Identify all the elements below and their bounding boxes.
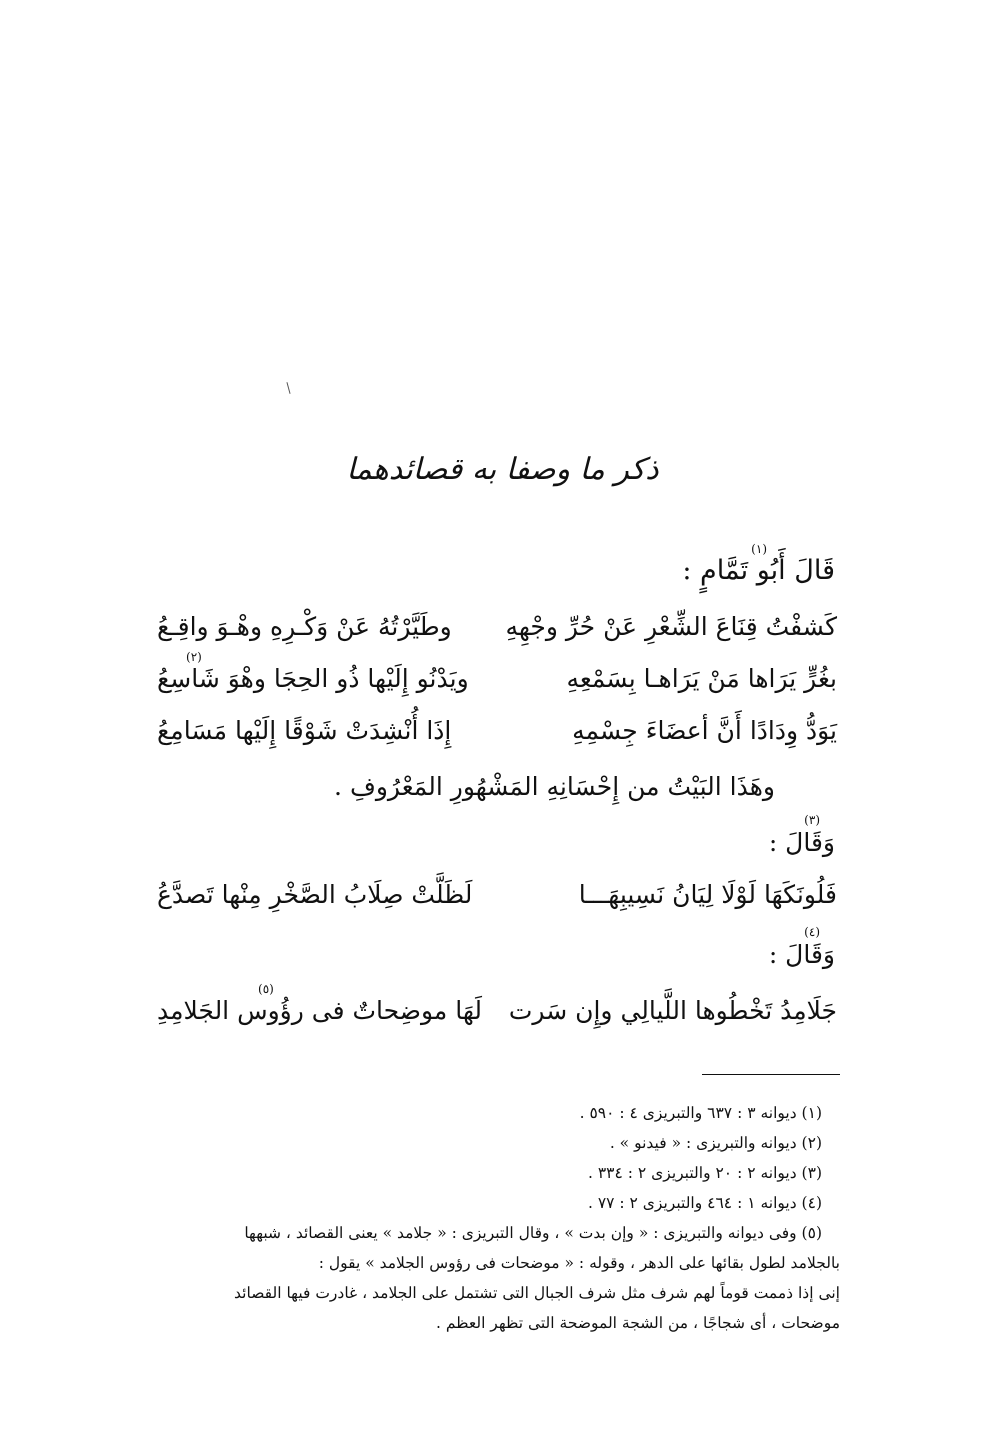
poet-attribution: قَالَ أَبُو تَمَّامٍ : <box>682 555 835 586</box>
stray-mark <box>286 382 290 394</box>
verse-1-first-hemistich: كَشفْتُ قِنَاعَ الشِّعْرِ عَنْ حُرِّ وجْهِهِ <box>505 612 837 641</box>
footnote-ref-2: (٢) <box>186 650 202 664</box>
footnote-ref-5: (٥) <box>258 982 274 996</box>
verse-line-4 <box>157 880 837 924</box>
verse-3-second-hemistich: إِذَا أُنْشِدَتْ شَوْقًا إِلَيْها مَسَامِعُ <box>157 716 452 745</box>
verse-5-second-hemistich: لَهَا موضِحاتٌ فى رؤُوس الجَلامِدِ <box>157 996 483 1025</box>
footnote-5: (٥) وفى ديوانه والتبريزى : « وإن بدت » ، وقال التبريزى : « جلامد » يعنى القصائد ، شبهها <box>244 1224 822 1242</box>
footnote-ref-4: (٤) <box>804 925 820 939</box>
footnote-5-cont-3: موضحات ، أى شجاجًا ، من الشجة الموضحة التى تظهر العظم . <box>435 1314 840 1332</box>
verse-line-5 <box>157 996 837 1040</box>
footnote-2: (٢) ديوانه والتبريزى : « فيدنو » . <box>609 1134 822 1152</box>
and-he-said-2: وَقَالَ : <box>768 940 835 969</box>
and-he-said-1: وَقَالَ : <box>768 828 835 857</box>
footnote-3: (٣) ديوانه ٢ : ٢٠ والتبريزى ٢ : ٣٣٤ . <box>587 1164 822 1182</box>
footnote-5-cont-1: بالجلامد لطول بقائها على الدهر ، وقوله : « موضحات فى رؤوس الجلامد » يقول : <box>318 1254 840 1272</box>
footnote-1: (١) ديوانه ٣ : ٦٣٧ والتبريزى ٤ : ٥٩٠ . <box>579 1104 822 1122</box>
footnote-divider <box>702 1074 840 1075</box>
verse-5-first-hemistich: جَلَامِدُ تَخْطُوها اللَّيالِي وإِن سَرت <box>508 996 837 1025</box>
footnote-ref-1: (١) <box>751 542 767 556</box>
verse-line-2 <box>157 664 837 708</box>
footnote-ref-3: (٣) <box>804 813 820 827</box>
verse-line-1 <box>157 612 837 656</box>
footnote-5-cont-2: إنى إذا ذممت قوماً لهم شرف مثل شرف الجبال التى تشتمل على الجلامد ، غادرت فيها القصائد <box>234 1284 840 1302</box>
verse-line-3 <box>157 716 837 760</box>
verse-2-first-hemistich: بغُرٍّ يَرَاها مَنْ يَرَاهـا بِسَمْعِهِ <box>566 664 837 693</box>
footnote-4: (٤) ديوانه ١ : ٤٦٤ والتبريزى ٢ : ٧٧ . <box>587 1194 822 1212</box>
verse-4-second-hemistich: لَظَلَّتْ صِلَابُ الصَّخْرِ مِنْها تَصدَّعُ <box>157 880 473 909</box>
verse-1-second-hemistich: وطَيَّرْتُهُ عَنْ وَكْـرِهِ وهْـوَ واقِـعُ <box>157 612 452 641</box>
section-heading: ذكر ما وصفا به قصائدهما <box>346 452 659 487</box>
verse-3-first-hemistich: يَوَدُّ وِدَادًا أَنَّ أعضَاءَ جِسْمِهِ <box>572 716 837 745</box>
commentary-line: وهَذَا البَيْتُ من إِحْسَانِهِ المَشْهُورِ المَعْرُوفِ . <box>334 772 775 801</box>
footnotes <box>140 1098 840 1338</box>
verse-4-first-hemistich: فَلُونَكَهَا لَوْلَا لِيَانُ نَسِيبِهَـــا <box>578 880 837 909</box>
verse-2-second-hemistich: ويَدْنُو إِلَيْها ذُو الحِجَا وهْوَ شَاسِعُ <box>157 664 469 693</box>
